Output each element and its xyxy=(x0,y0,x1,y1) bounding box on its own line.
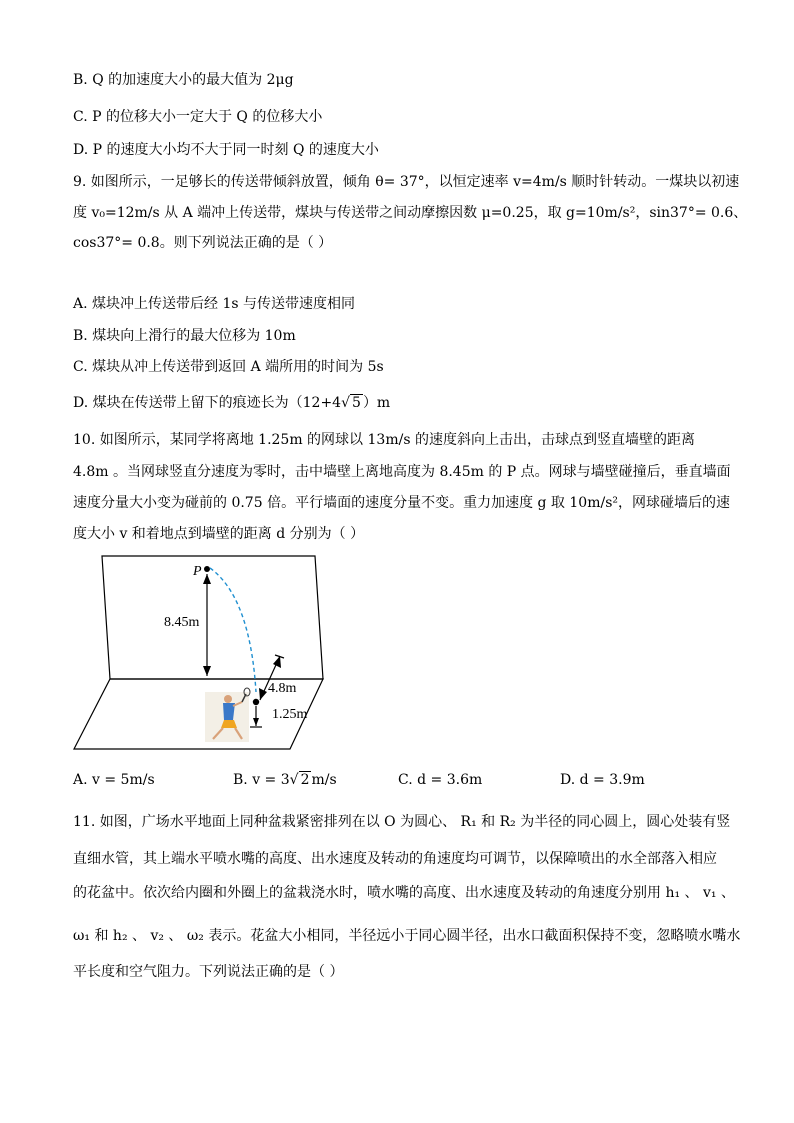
q10-stem-line-1: 10. 如图所示，某同学将离地 1.25m 的网球以 13m/s 的速度斜向上击出，击球点到竖直墙壁的距离 xyxy=(73,432,695,448)
q10-option-b xyxy=(233,770,337,790)
ball-trajectory xyxy=(210,568,256,692)
q9-stem-line-1: 9. 如图所示，一足够长的传送带倾斜放置，倾角 θ= 37°，以恒定速率 v=4m/s 顺时针转动。一煤块以初速 xyxy=(73,174,740,190)
q10-option-a: A. v = 5m/s xyxy=(73,772,155,788)
q11-stem-line-3: 的花盆中。依次给内圈和外圈上的盆栽浇水时，喷水嘴的高度、出水速度及转动的角速度分别用 h₁ 、 v₁ 、 xyxy=(73,885,735,901)
q10-option-b-prefix: B. v = 3 xyxy=(233,772,290,788)
q10-stem-line-3: 速度分量大小变为碰前的 0.75 倍。平行墙面的速度分量不变。重力加速度 g 取 10m/s²，网球碰墙后的速 xyxy=(73,495,730,511)
q9-stem-line-3: cos37°= 0.8。则下列说法正确的是（ ） xyxy=(73,235,333,251)
sqrt-sign-icon: √ xyxy=(289,772,299,788)
arrowhead-icon xyxy=(253,718,259,726)
q8-option-c: C. P 的位移大小一定大于 Q 的位移大小 xyxy=(73,109,323,125)
q8-option-d: D. P 的速度大小均不大于同一时刻 Q 的速度大小 xyxy=(73,142,379,158)
q9-option-c: C. 煤块从冲上传送带到返回 A 端所用的时间为 5s xyxy=(73,359,384,375)
q11-stem-line-2: 直细水管，其上端水平喷水嘴的高度、出水速度及转动的角速度均可调节，以保障喷出的水全部落入相应 xyxy=(73,851,717,867)
q10-stem-line-2: 4.8m 。当网球竖直分速度为零时，击中墙壁上离地高度为 8.45m 的 P 点。网球与墙壁碰撞后，垂直墙面 xyxy=(73,464,731,480)
q10-option-d: D. d = 3.9m xyxy=(560,772,645,788)
q9-option-d-prefix: D. 煤块在传送带上留下的痕迹长为（ xyxy=(73,395,303,411)
tennis-player-icon xyxy=(205,688,250,742)
tennis-wall-figure xyxy=(72,552,332,752)
q10-stem-line-4: 度大小 v 和着地点到墙壁的距离 d 分别为（ ） xyxy=(73,526,365,542)
q9-option-d-radicand: 5 xyxy=(352,395,361,411)
point-p-label: P xyxy=(193,564,202,579)
q10-option-c: C. d = 3.6m xyxy=(398,772,483,788)
tennis-ball xyxy=(253,699,259,705)
q9-option-d-suffix: ）m xyxy=(362,395,391,411)
q9-option-b: B. 煤块向上滑行的最大位移为 10m xyxy=(73,328,296,344)
q10-option-b-radicand: 2 xyxy=(300,772,310,788)
q8-option-b: B. Q 的加速度大小的最大值为 2μg xyxy=(73,72,294,88)
q11-stem-line-1: 11. 如图，广场水平地面上同种盆栽紧密排列在以 O 为圆心、 R₁ 和 R₂ 为半径的同心圆上，圆心处装有竖 xyxy=(73,814,731,830)
q10-option-b-suffix: m/s xyxy=(311,772,337,788)
arrowhead-icon xyxy=(203,666,211,676)
arrowhead-icon xyxy=(273,656,281,668)
q11-stem-line-5: 平长度和空气阻力。下列说法正确的是（ ） xyxy=(73,964,344,980)
arrowhead-icon xyxy=(259,688,267,700)
q9-option-a: A. 煤块冲上传送带后经 1s 与传送带速度相同 xyxy=(73,296,356,312)
q9-option-d xyxy=(73,393,390,413)
wall-outline xyxy=(102,556,323,679)
arrowhead-icon xyxy=(203,574,211,584)
q9-option-d-expr: 12+4 xyxy=(302,395,342,411)
q9-stem-line-2: 度 v₀=12m/s 从 A 端冲上传送带，煤块与传送带之间动摩擦因数 μ=0.25，取 g=10m/s²，sin37°= 0.6、 xyxy=(73,205,748,221)
sqrt-sign-icon: √ xyxy=(341,395,351,411)
point-p-marker xyxy=(204,566,210,572)
hit-height-label: 1.25m xyxy=(272,707,308,722)
q11-stem-line-4: ω₁ 和 h₂ 、 v₂ 、 ω₂ 表示。花盆大小相同，半径远小于同心圆半径，出水口截面积保持不变，忽略喷水嘴水 xyxy=(73,928,741,944)
distance-label: 4.8m xyxy=(268,681,297,696)
height-label: 8.45m xyxy=(164,615,200,630)
